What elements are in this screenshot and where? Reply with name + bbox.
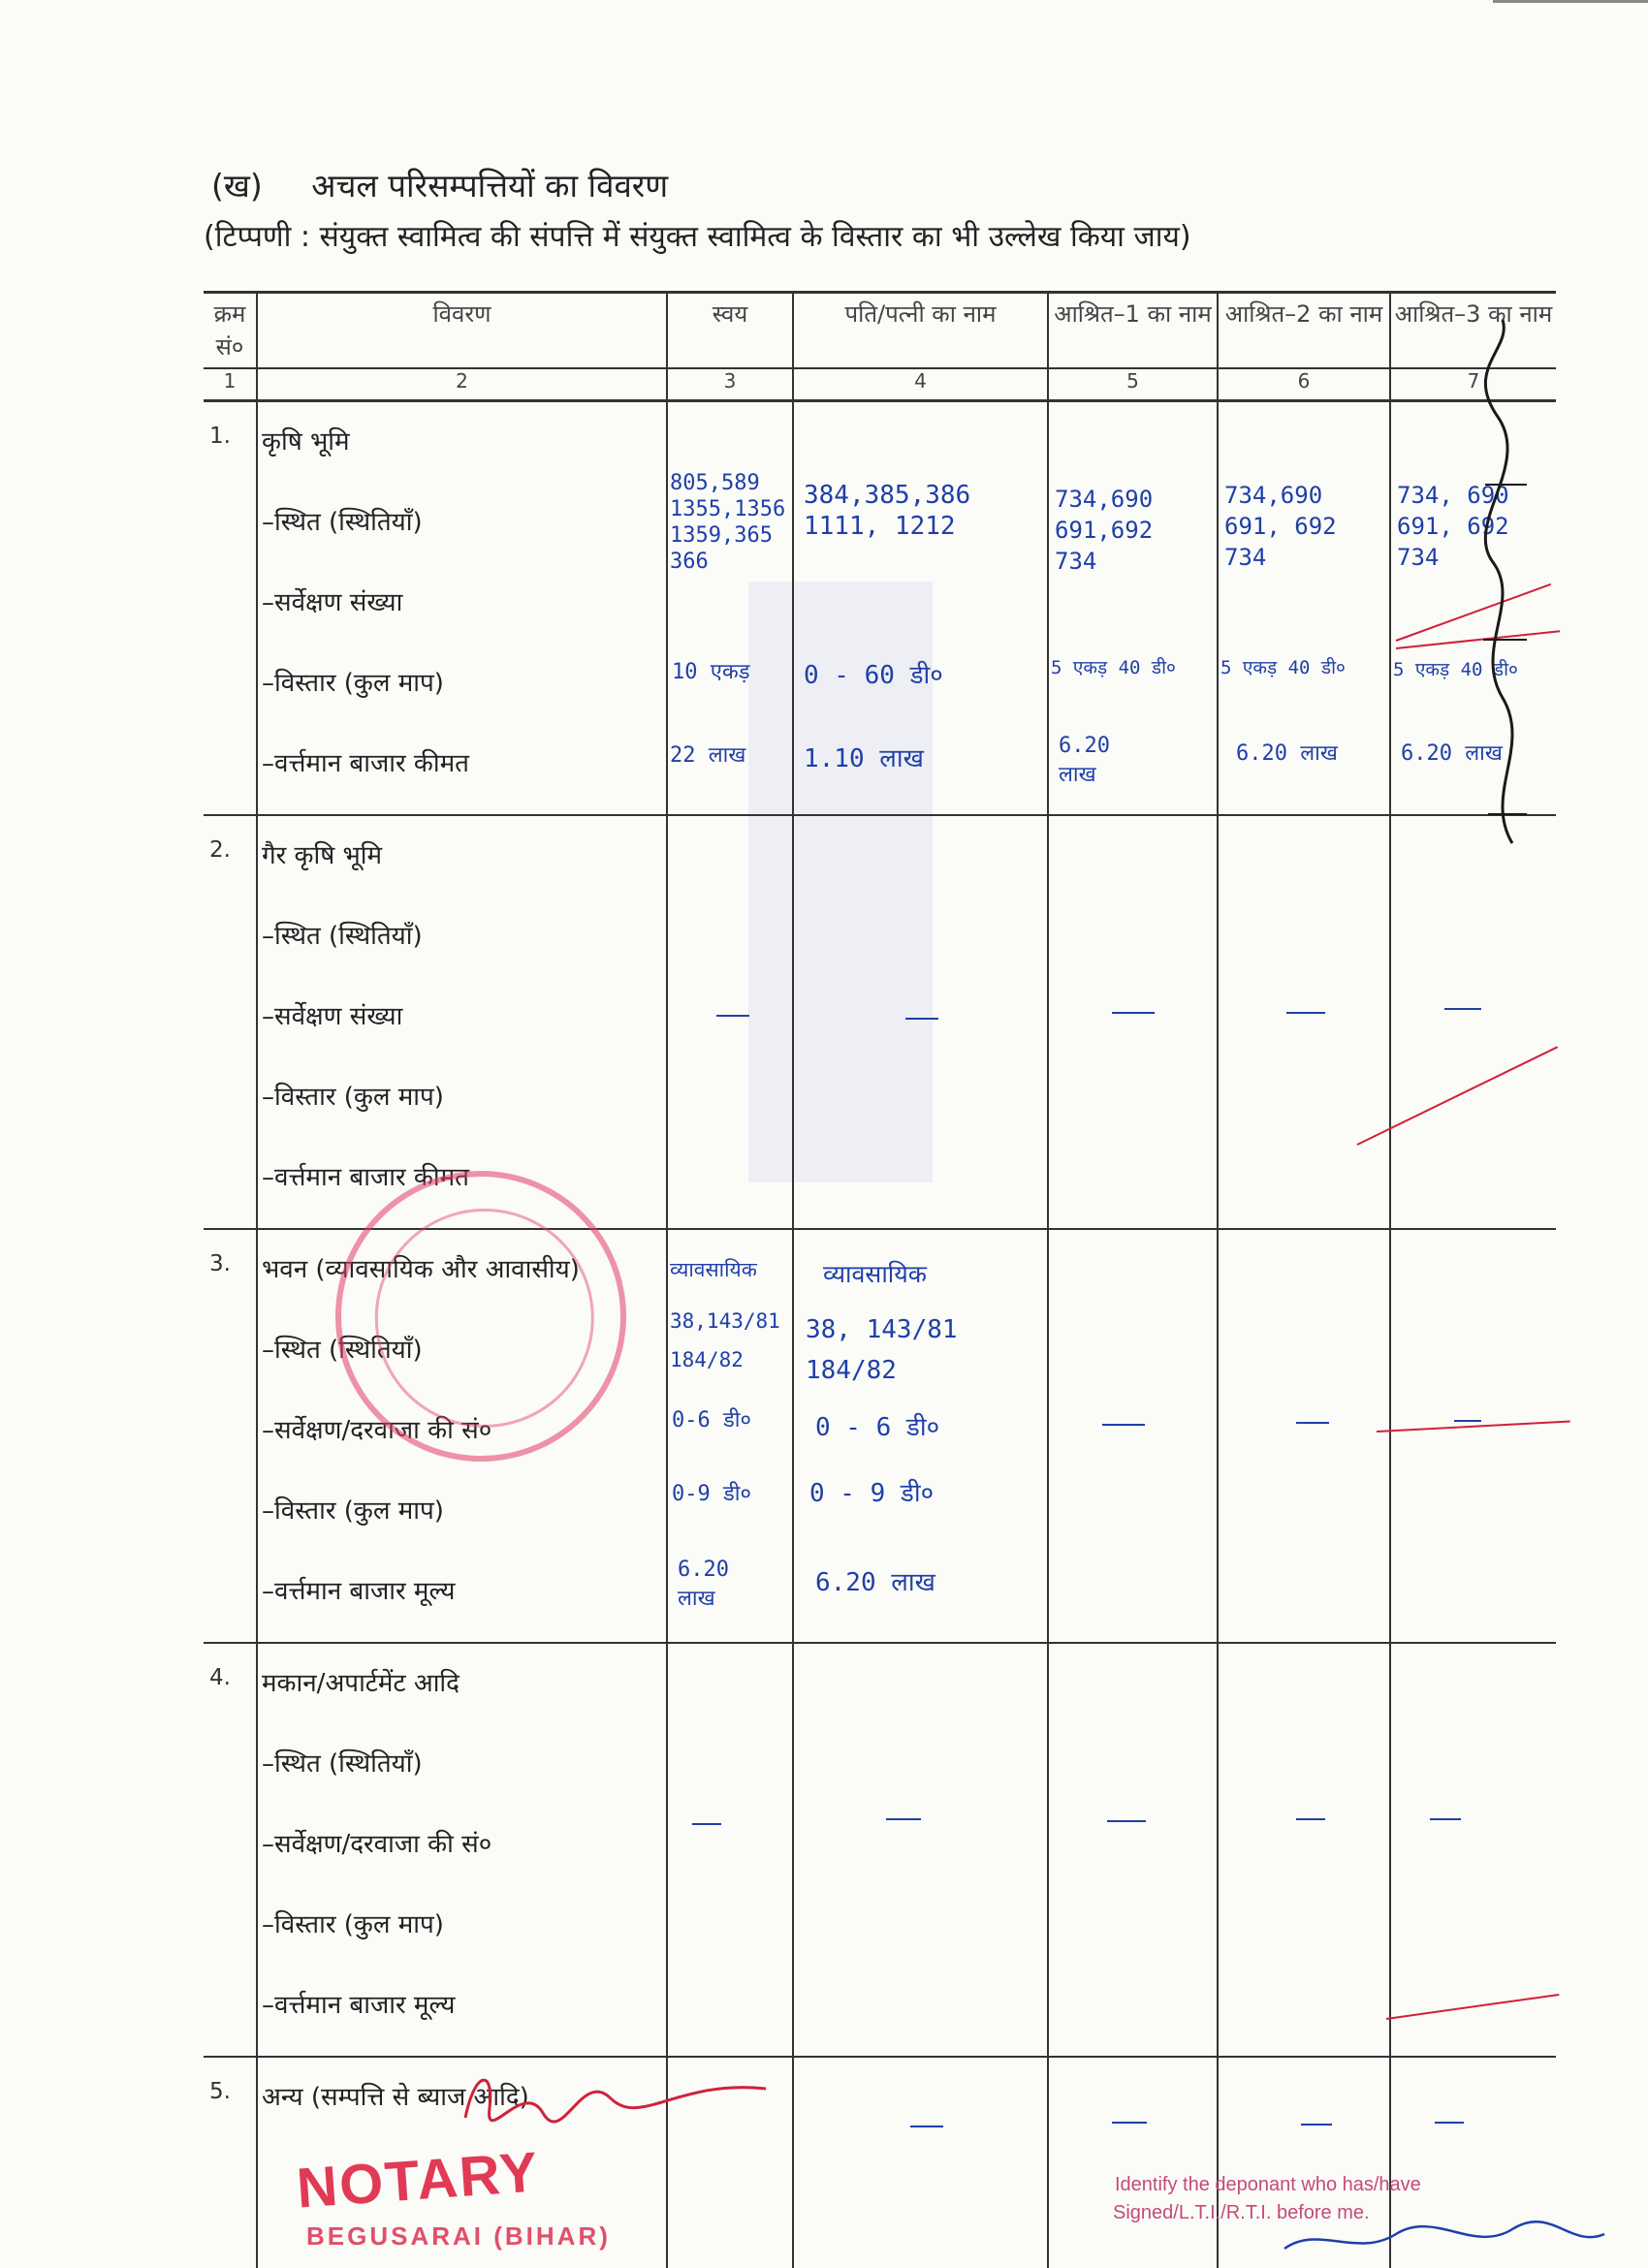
nil-dash	[1286, 1012, 1325, 1014]
detail-line: –वर्त्तमान बाजार कीमत	[262, 749, 469, 778]
heading-title: अचल परिसम्पत्तियों का विवरण	[311, 167, 669, 205]
section-number: 1.	[204, 401, 257, 816]
col-header-dep1: आश्रित–1 का नाम	[1048, 293, 1218, 368]
hw-door: 0-6 डी०	[672, 1408, 751, 1433]
detail-line: –वर्त्तमान बाजार मूल्य	[262, 1577, 456, 1606]
hw-value: 22 लाख	[670, 743, 746, 768]
cell-spouse	[793, 401, 1048, 816]
detail-line: –सर्वेक्षण संख्या	[262, 1002, 403, 1031]
nil-dash	[692, 1823, 721, 1825]
col-header-dep2: आश्रित–2 का नाम	[1218, 293, 1390, 368]
nil-dash	[886, 1818, 921, 1820]
detail-line: अन्य (सम्पत्ति से ब्याज आदि)	[262, 2083, 529, 2112]
nil-dash	[910, 2126, 943, 2127]
heading-note: (टिप्पणी : संयुक्त स्वामित्व की संपत्ति में संयुक्त स्वामित्व के विस्तार का भी उल्लेख किया जाय)	[204, 220, 1191, 254]
hw-area: 5 एकड़ 40 डी०	[1220, 657, 1346, 678]
corner-mark	[1493, 0, 1648, 3]
hw-survey: 38,143/81 184/82	[670, 1309, 780, 1371]
nil-dash	[1454, 1420, 1481, 1422]
hw-area: 0 - 9 डी०	[809, 1479, 935, 1508]
cell-self	[667, 1643, 793, 2057]
col-num: 5	[1048, 368, 1218, 401]
notary-stamp: NOTARY	[295, 2140, 542, 2221]
nil-dash	[1112, 1012, 1155, 1014]
col-header-self: स्वय	[667, 293, 793, 368]
detail-line: –विस्तार (कुल माप)	[262, 669, 444, 698]
detail-line: –सर्वेक्षण/दरवाजा की सं०	[262, 1416, 492, 1445]
col-num: 4	[793, 368, 1048, 401]
hw-value: 1.10 लाख	[804, 744, 924, 773]
section-details	[257, 1643, 667, 2057]
detail-line: –स्थित (स्थितियाँ)	[262, 922, 423, 951]
section-details	[257, 815, 667, 1229]
detail-line: कृषि भूमि	[262, 427, 350, 457]
cell-dep3	[1390, 1229, 1556, 1643]
nil-dash	[1296, 1422, 1329, 1424]
cell-spouse	[793, 815, 1048, 1229]
header-row	[204, 293, 1556, 368]
col-num: 7	[1390, 368, 1556, 401]
col-header-spouse: पति/पत्नी का नाम	[793, 293, 1048, 368]
detail-line: –स्थित (स्थितियाँ)	[262, 508, 423, 537]
cell-spouse	[793, 2057, 1048, 2268]
section-details	[257, 401, 667, 816]
notary-place: BEGUSARAI (BIHAR)	[306, 2221, 611, 2251]
detail-line: –विस्तार (कुल माप)	[262, 1910, 444, 1939]
hw-survey: 805,589 1355,1356 1359,365 366	[670, 471, 786, 574]
nil-dash	[1435, 2122, 1464, 2124]
hw-door: 0 - 6 डी०	[815, 1413, 940, 1442]
nil-dash	[716, 1015, 749, 1017]
cell-dep1	[1048, 1643, 1218, 2057]
col-header-details: विवरण	[257, 293, 667, 368]
section-number: 4.	[204, 1643, 257, 2057]
cell-spouse	[793, 1229, 1048, 1643]
detail-line: गैर कृषि भूमि	[262, 841, 383, 870]
cell-dep1	[1048, 1229, 1218, 1643]
detail-line: –विस्तार (कुल माप)	[262, 1083, 444, 1112]
section-row-2	[204, 815, 1556, 1229]
section-number: 3.	[204, 1229, 257, 1643]
hw-survey: 734,690 691,692 734	[1055, 486, 1154, 575]
hw-survey: 384,385,386 1111, 1212	[804, 481, 971, 541]
hw-value: 6.20 लाख	[1059, 734, 1110, 787]
col-num: 1	[204, 368, 257, 401]
nil-dash	[1107, 1820, 1146, 1822]
attest-line-1: Identify the deponant who has/have	[1115, 2174, 1421, 2195]
detail-line: –वर्त्तमान बाजार कीमत	[262, 1163, 469, 1192]
hw-value: 6.20 लाख	[1236, 741, 1338, 766]
cell-dep3	[1390, 815, 1556, 1229]
hw-type: व्यावसायिक	[670, 1258, 757, 1281]
nil-dash	[1301, 2124, 1332, 2126]
hw-area: 0 - 60 डी०	[804, 661, 943, 690]
cell-spouse	[793, 1643, 1048, 2057]
nil-dash	[1296, 1818, 1325, 1820]
detail-line: –विस्तार (कुल माप)	[262, 1496, 444, 1526]
notary-signature	[1280, 2220, 1609, 2263]
cell-self	[667, 401, 793, 816]
section-row-1	[204, 401, 1556, 816]
cell-dep3	[1390, 1643, 1556, 2057]
hw-value: 6.20 लाख	[815, 1568, 935, 1597]
hw-area: 0-9 डी०	[672, 1482, 751, 1506]
nil-dash	[1102, 1424, 1145, 1426]
hw-area: 5 एकड़ 40 डी०	[1393, 659, 1518, 680]
col-num: 2	[257, 368, 667, 401]
hw-value: 6.20 लाख	[678, 1558, 729, 1611]
section-number: 5.	[204, 2057, 257, 2268]
section-heading	[211, 163, 668, 206]
cell-dep1	[1048, 815, 1218, 1229]
hw-value: 6.20 लाख	[1401, 741, 1503, 766]
cell-self	[667, 1229, 793, 1643]
section-row-4	[204, 1643, 1556, 2057]
col-num: 6	[1218, 368, 1390, 401]
detail-line: मकान/अपार्टमेंट आदि	[262, 1669, 460, 1698]
cell-dep2	[1218, 1229, 1390, 1643]
cell-dep2	[1218, 1643, 1390, 2057]
section-number: 2.	[204, 815, 257, 1229]
hw-area: 5 एकड़ 40 डी०	[1051, 657, 1176, 678]
detail-line: –सर्वेक्षण संख्या	[262, 588, 403, 617]
nil-dash	[1112, 2122, 1147, 2124]
cell-dep1	[1048, 401, 1218, 816]
col-header-sno: क्रम सं०	[204, 293, 257, 368]
col-header-dep3: आश्रित–3 का नाम	[1390, 293, 1556, 368]
cell-dep2	[1218, 401, 1390, 816]
col-num: 3	[667, 368, 793, 401]
nil-dash	[1444, 1008, 1481, 1010]
bottom-signature	[456, 2060, 776, 2137]
column-number-row	[204, 368, 1556, 401]
heading-prefix: (ख)	[211, 167, 263, 205]
hw-survey: 734, 690 691, 692 734	[1397, 482, 1509, 571]
detail-line: –स्थित (स्थितियाँ)	[262, 1336, 423, 1365]
hw-survey: 734,690 691, 692 734	[1224, 482, 1337, 571]
detail-line: –सर्वेक्षण/दरवाजा की सं०	[262, 1830, 492, 1859]
attest-line-2: Signed/L.T.I./R.T.I. before me.	[1113, 2202, 1370, 2223]
hw-area: 10 एकड़	[672, 660, 750, 684]
hw-type: व्यावसायिक	[823, 1260, 927, 1288]
cell-dep2	[1218, 815, 1390, 1229]
cell-dep1	[1048, 2057, 1218, 2268]
detail-line: भवन (व्यावसायिक और आवासीय)	[262, 1255, 580, 1284]
hw-survey: 38, 143/81 184/82	[806, 1315, 958, 1385]
nil-dash	[1430, 1818, 1461, 1820]
detail-line: –स्थित (स्थितियाँ)	[262, 1749, 423, 1779]
detail-line: –वर्त्तमान बाजार मूल्य	[262, 1991, 456, 2020]
cell-self	[667, 815, 793, 1229]
margin-signature	[1474, 310, 1541, 853]
nil-dash	[905, 1018, 938, 1020]
